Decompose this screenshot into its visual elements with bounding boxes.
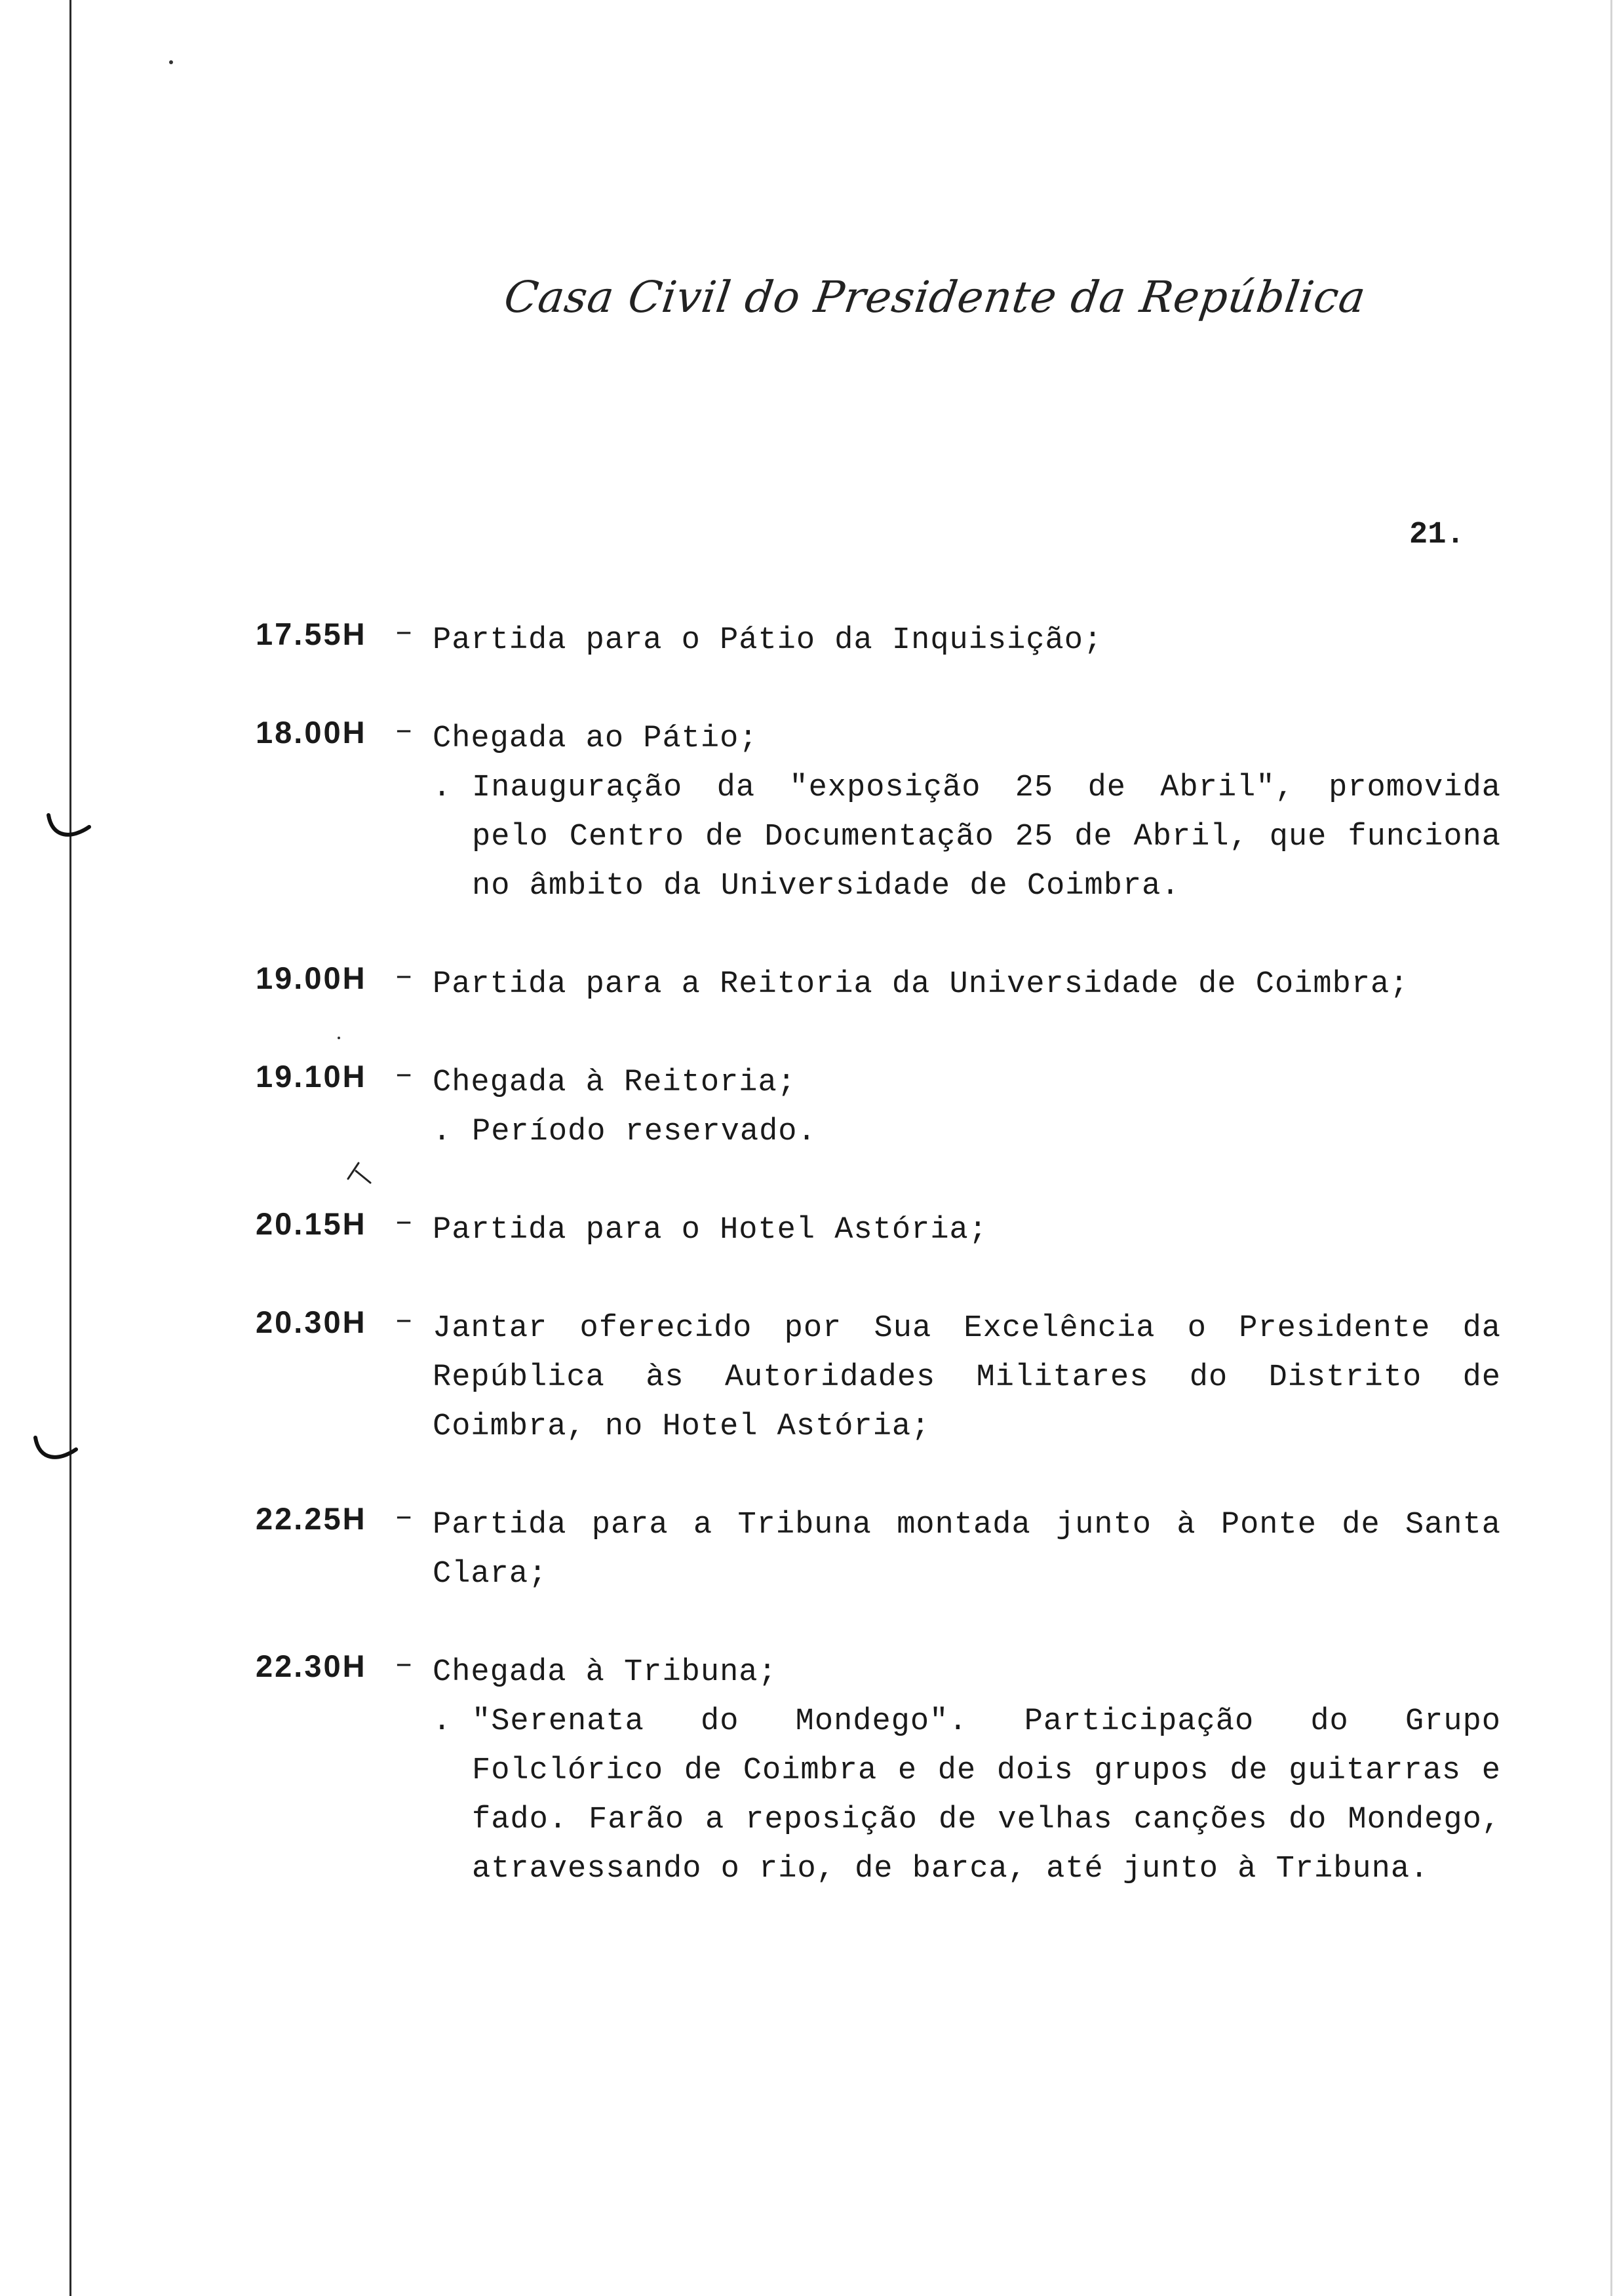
speck-mark [338, 1037, 340, 1039]
entry-time: 17.55H [256, 617, 367, 651]
entry-time: 18.00H [256, 715, 367, 750]
speck-mark [169, 60, 173, 64]
entry-dash: – [395, 1304, 414, 1339]
entry-time: 22.30H [256, 1649, 367, 1683]
entry-dash: – [395, 1058, 414, 1093]
entry-subtext: Período reservado. [472, 1115, 817, 1149]
bullet-point: . [433, 771, 452, 805]
entry-text: Partida para o Hotel Astória; [433, 1213, 988, 1248]
binding-edge-line [69, 0, 71, 2296]
entry-dash: – [395, 1206, 414, 1240]
entry-text: Jantar oferecido por Sua Excelência o Presidente da República às Autoridades Militares do Distrito de Coimbra, no Hotel Astória; [433, 1311, 1501, 1444]
entry-time: 20.15H [256, 1206, 367, 1241]
page-number: 21. [1409, 518, 1465, 552]
entry-dash: – [395, 616, 414, 651]
entry-text: Partida para a Tribuna montada junto à Ponte de Santa Clara; [433, 1508, 1501, 1592]
entry-text: Chegada ao Pátio; [433, 721, 758, 756]
bullet-point: . [433, 1704, 452, 1739]
entry-dash: – [395, 960, 414, 995]
entry-subtext: "Serenata do Mondego". Participação do Grupo Folclórico de Coimbra e de dois grupos de guitarras e fado. Farão a reposição de velhas canções do Mondego, atravessando o rio, de barca, até junto à Tribuna. [472, 1704, 1501, 1886]
entry-text: Chegada à Tribuna; [433, 1655, 777, 1690]
bullet-point: . [433, 1115, 452, 1149]
page-right-edge [1610, 0, 1612, 2296]
hole-punch-mark-icon [46, 813, 92, 839]
hole-punch-mark-icon [33, 1435, 79, 1461]
entry-text: Partida para o Pátio da Inquisição; [433, 623, 1103, 658]
pen-tick-mark-icon [344, 1157, 377, 1189]
entry-text: Partida para a Reitoria da Universidade de Coimbra; [433, 967, 1409, 1002]
entry-dash: – [395, 1501, 414, 1535]
entry-text: Chegada à Reitoria; [433, 1065, 796, 1100]
entry-dash: – [395, 714, 414, 749]
entry-time: 19.10H [256, 1059, 367, 1094]
letterhead: Casa Civil do Presidente da República [501, 272, 1369, 322]
entry-time: 19.00H [256, 961, 367, 995]
entry-time: 20.30H [256, 1305, 367, 1339]
entry-subtext: Inauguração da "exposição 25 de Abril", promovida pelo Centro de Documentação 25 de Abril, que funciona no âmbito da Universidade de Coimbra. [472, 771, 1501, 904]
entry-dash: – [395, 1648, 414, 1683]
entry-time: 22.25H [256, 1501, 367, 1536]
